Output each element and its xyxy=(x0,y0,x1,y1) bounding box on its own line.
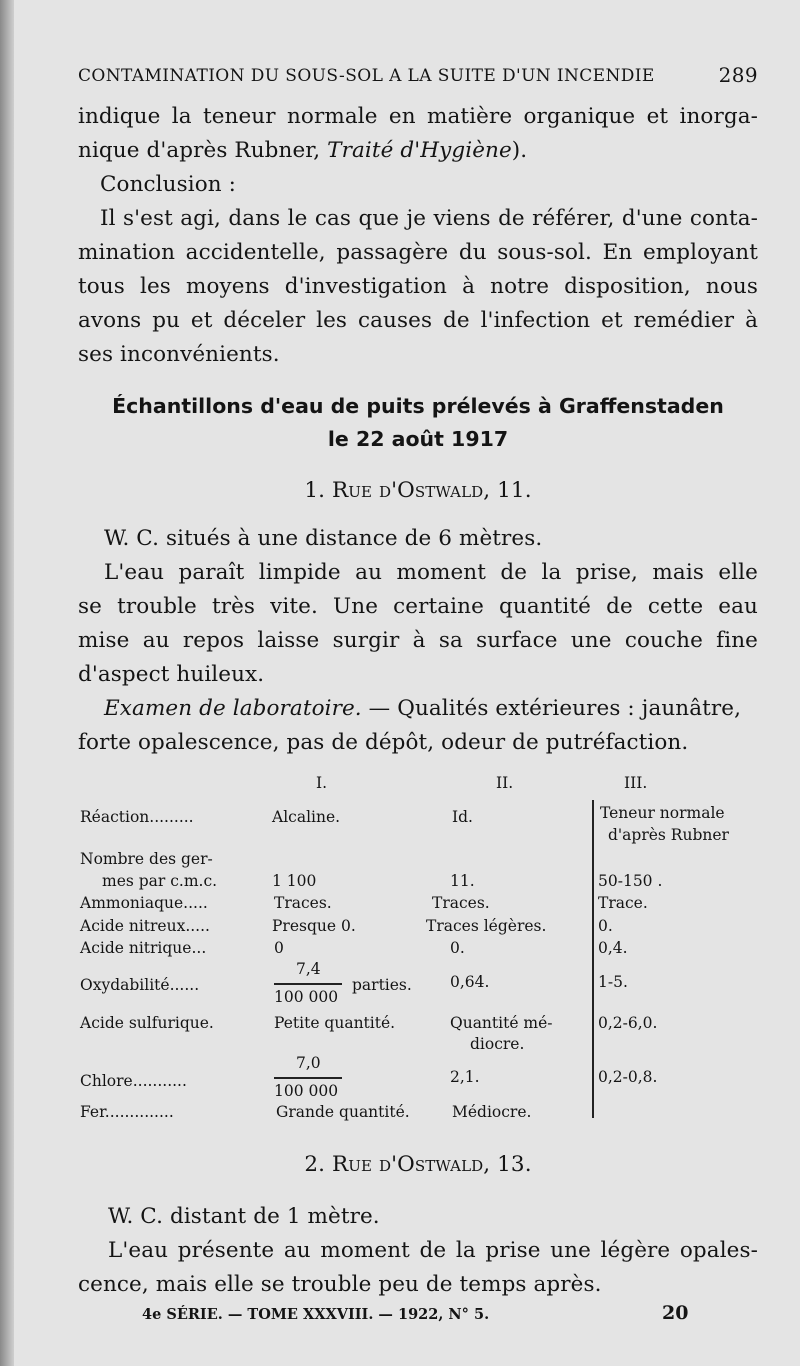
row-chlore-denominator: 100 000 xyxy=(274,1082,339,1100)
intro-line-2-pre: nique d'après Rubner, xyxy=(78,138,328,163)
row-reaction-label: Réaction......... xyxy=(80,808,194,826)
sample-1-line-4: mise au repos laisse surgir à sa surface une couche fine xyxy=(78,628,758,653)
row-nitreux-c1: Presque 0. xyxy=(272,917,356,935)
conclusion-line-1: Il s'est agi, dans le cas que je viens de référer, d'une conta- xyxy=(100,206,758,231)
running-title: CONTAMINATION DU SOUS-SOL A LA SUITE D'UN INCENDIE xyxy=(78,66,655,86)
row-oxydabilite-label: Oxydabilité...... xyxy=(80,976,200,994)
intro-line-2-post: ). xyxy=(511,138,528,163)
row-ammoniaque-c2: Traces. xyxy=(432,894,490,912)
column-divider xyxy=(592,800,594,1118)
rubner-label-2: d'après Rubner xyxy=(608,826,729,844)
oxydabilite-fraction-bar xyxy=(274,983,342,985)
footer-series: 4e SÉRIE. — TOME XXXVIII. — 1922, N° 5. xyxy=(142,1306,490,1323)
row-sulfurique-c2-line-2: diocre. xyxy=(470,1035,525,1053)
row-nitreux-c3: 0. xyxy=(598,917,613,935)
sample-1-heading xyxy=(78,478,758,503)
row-fer-c2: Médiocre. xyxy=(452,1103,532,1121)
col-header-iii: III. xyxy=(624,774,648,792)
page-number: 289 xyxy=(718,63,758,87)
chlore-fraction-bar xyxy=(274,1077,342,1079)
conclusion-line-3: tous les moyens d'investigation à notre disposition, nous xyxy=(78,274,758,299)
book-title: Traité d'Hygiène xyxy=(327,138,512,163)
row-germes-c3: 50-150 . xyxy=(598,872,663,890)
row-chlore-numerator: 7,0 xyxy=(296,1054,321,1072)
row-nitreux-label: Acide nitreux..... xyxy=(80,917,210,935)
sample-2-street: Rue d'Ostwald xyxy=(332,1152,484,1177)
row-nitrique-label: Acide nitrique... xyxy=(80,939,207,957)
conclusion-line-5: ses inconvénients. xyxy=(78,342,280,367)
sample-2-house-no: , 13. xyxy=(483,1152,532,1177)
row-nitrique-c1: 0 xyxy=(274,939,284,957)
conclusion-label: Conclusion : xyxy=(100,172,236,197)
row-ammoniaque-label: Ammoniaque..... xyxy=(80,894,208,912)
intro-line-2 xyxy=(78,138,527,163)
signature-mark: 20 xyxy=(662,1302,689,1324)
row-ammoniaque-c1: Traces. xyxy=(274,894,332,912)
sample-1-line-2: L'eau paraît limpide au moment de la prise, mais elle xyxy=(104,560,758,585)
section-title-line-1: Échantillons d'eau de puits prélevés à Graffenstaden xyxy=(112,394,724,418)
intro-line-1: indique la teneur normale en matière organique et inorga- xyxy=(78,104,758,129)
row-chlore-c3: 0,2-0,8. xyxy=(598,1068,658,1086)
row-fer-c1: Grande quantité. xyxy=(276,1103,410,1121)
sample-2-line-3: cence, mais elle se trouble peu de temps après. xyxy=(78,1272,602,1297)
sample-1-house-no: , 11. xyxy=(483,478,532,503)
lab-exam-line-1 xyxy=(104,696,741,721)
col-header-i: I. xyxy=(316,774,328,792)
row-oxydabilite-suffix: parties. xyxy=(352,976,412,994)
section-title-line-2: le 22 août 1917 xyxy=(327,427,509,451)
row-germes-label-2: mes par c.m.c. xyxy=(102,872,218,890)
row-oxydabilite-denominator: 100 000 xyxy=(274,988,339,1006)
sample-1-line-5: d'aspect huileux. xyxy=(78,662,265,687)
row-oxydabilite-c3: 1-5. xyxy=(598,973,628,991)
row-sulfurique-c1: Petite quantité. xyxy=(274,1014,396,1032)
sample-1-line-1: W. C. situés à une distance de 6 mètres. xyxy=(104,526,543,551)
row-oxydabilite-c2: 0,64. xyxy=(450,973,490,991)
row-reaction-c1: Alcaline. xyxy=(272,808,341,826)
lab-exam-label: Examen de laboratoire. xyxy=(104,696,362,721)
row-germes-c2: 11. xyxy=(450,872,475,890)
row-oxydabilite-numerator: 7,4 xyxy=(296,960,321,978)
sample-1-line-3: se trouble très vite. Une certaine quantité de cette eau xyxy=(78,594,758,619)
sample-2-line-1: W. C. distant de 1 mètre. xyxy=(108,1204,380,1229)
row-fer-label: Fer.............. xyxy=(80,1103,174,1121)
row-reaction-c2: Id. xyxy=(452,808,473,826)
row-chlore-label: Chlore........... xyxy=(80,1072,187,1090)
row-germes-c1: 1 100 xyxy=(272,872,317,890)
lab-exam-line-2: forte opalescence, pas de dépôt, odeur de putréfaction. xyxy=(78,730,689,755)
sample-2-heading xyxy=(78,1152,758,1177)
conclusion-line-2: mination accidentelle, passagère du sous-sol. En employant xyxy=(78,240,758,265)
row-nitreux-c2: Traces légères. xyxy=(426,917,547,935)
row-sulfurique-c2-line-1: Quantité mé- xyxy=(450,1014,553,1032)
row-sulfurique-label: Acide sulfurique. xyxy=(80,1014,214,1032)
sample-2-line-2: L'eau présente au moment de la prise une légère opales- xyxy=(108,1238,758,1263)
row-ammoniaque-c3: Trace. xyxy=(598,894,648,912)
row-germes-label-1: Nombre des ger- xyxy=(80,850,213,868)
running-header xyxy=(78,63,758,87)
sample-1-number: 1. xyxy=(304,478,333,503)
col-header-ii: II. xyxy=(496,774,514,792)
page-edge-shadow xyxy=(0,0,14,1366)
lab-exam-qualities: — Qualités extérieures : jaunâtre, xyxy=(361,696,742,721)
sample-1-street: Rue d'Ostwald xyxy=(332,478,484,503)
conclusion-line-4: avons pu et déceler les causes de l'infection et remédier à xyxy=(78,308,758,333)
row-nitrique-c2: 0. xyxy=(450,939,465,957)
row-sulfurique-c3: 0,2-6,0. xyxy=(598,1014,658,1032)
row-nitrique-c3: 0,4. xyxy=(598,939,628,957)
rubner-label-1: Teneur normale xyxy=(600,804,725,822)
sample-2-number: 2. xyxy=(304,1152,333,1177)
row-chlore-c2: 2,1. xyxy=(450,1068,480,1086)
